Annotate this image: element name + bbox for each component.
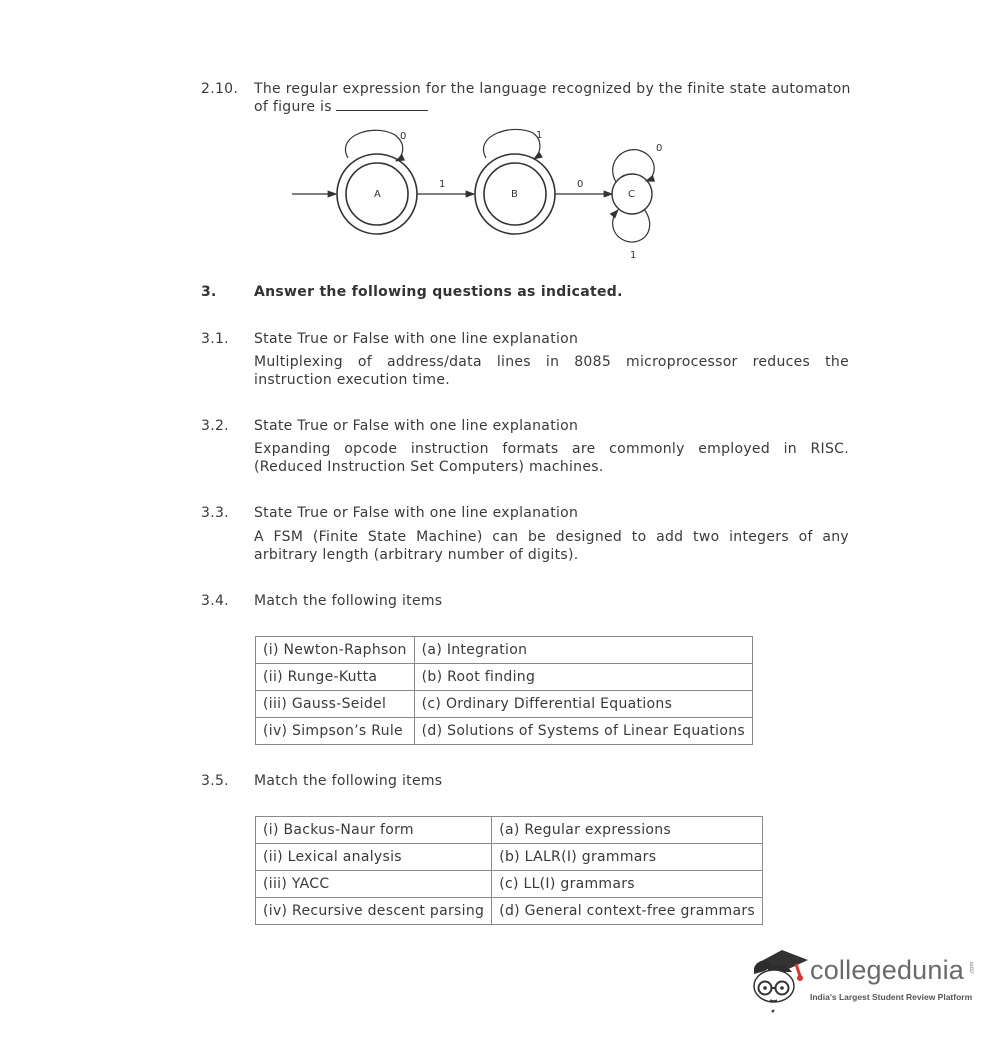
table-row [256,898,763,925]
q32-statement: Expanding opcode instruction formats are commonly employed in RISC. (Reduced Instruction Set Computers) machines. [254,441,849,475]
q210-text-line2 [254,98,428,115]
q31-instruction: State True or False with one line explanation [254,331,579,347]
logo-tagline: India's Largest Student Review Platform [810,992,973,1002]
table-row [256,817,763,844]
loop-b-label: 1 [536,130,543,141]
loop-a-label: 0 [400,131,407,142]
q34-left-cell: (iv) Simpson’s Rule [256,718,415,745]
answer-blank [336,98,428,111]
q35-match-table [255,816,763,925]
q35-left-cell: (iv) Recursive descent parsing [256,898,492,925]
table-row [256,871,763,898]
loop-c-bottom-label: 1 [630,250,637,261]
q35-right-cell: (c) LL(I) grammars [492,871,763,898]
q34-number: 3.4. [201,593,229,609]
table-row [256,691,753,718]
q210-text-line1: The regular expression for the language recognized by the finite state automaton [254,81,851,97]
finite-state-automaton-figure [280,125,680,265]
q34-left-cell: (iii) Gauss-Seidel [256,691,415,718]
logo-wordmark: collegedunia [810,955,965,985]
q31-number: 3.1. [201,331,229,347]
loop-c-top-label: 0 [656,143,663,154]
q34-left-cell: (i) Newton-Raphson [256,637,415,664]
transition-b-c-label: 0 [577,179,584,190]
q210-number: 2.10. [201,81,239,97]
state-b [475,154,555,234]
table-row [256,637,753,664]
q34-instruction: Match the following items [254,593,443,609]
section3-heading: Answer the following questions as indicated. [254,284,623,300]
q34-right-cell: (a) Integration [414,637,752,664]
q35-instruction: Match the following items [254,773,443,789]
q34-right-cell: (d) Solutions of Systems of Linear Equations [414,718,752,745]
loop-c-top [613,150,655,182]
table-row [256,718,753,745]
q31-statement: Multiplexing of address/data lines in 8085 microprocessor reduces the instruction execution time. [254,354,849,388]
q35-left-cell: (i) Backus-Naur form [256,817,492,844]
table-row [256,844,763,871]
q35-right-cell: (d) General context-free grammars [492,898,763,925]
q34-right-cell: (b) Root finding [414,664,752,691]
state-b-label: B [511,189,518,200]
q33-statement: A FSM (Finite State Machine) can be designed to add two integers of any arbitrary length (arbitrary number of digits). [254,529,849,563]
state-a [337,154,417,234]
q35-right-cell: (b) LALR(I) grammars [492,844,763,871]
q33-instruction: State True or False with one line explanation [254,505,579,521]
logo-com-suffix: .com [969,961,976,975]
q34-right-cell: (c) Ordinary Differential Equations [414,691,752,718]
q35-left-cell: (iii) YACC [256,871,492,898]
q35-number: 3.5. [201,773,229,789]
table-row [256,664,753,691]
q34-left-cell: (ii) Runge-Kutta [256,664,415,691]
state-c-label: C [628,189,635,200]
loop-a [345,130,402,161]
q32-instruction: State True or False with one line explanation [254,418,579,434]
q34-match-table [255,636,753,745]
q210-line2-label: of figure is [254,99,332,115]
section3-number: 3. [201,284,217,300]
q33-number: 3.3. [201,505,229,521]
collegedunia-logo-icon [748,942,810,1022]
q35-left-cell: (ii) Lexical analysis [256,844,492,871]
transition-a-b-label: 1 [439,179,446,190]
q35-right-cell: (a) Regular expressions [492,817,763,844]
q32-number: 3.2. [201,418,229,434]
state-c [612,174,652,214]
state-a-label: A [374,189,381,200]
